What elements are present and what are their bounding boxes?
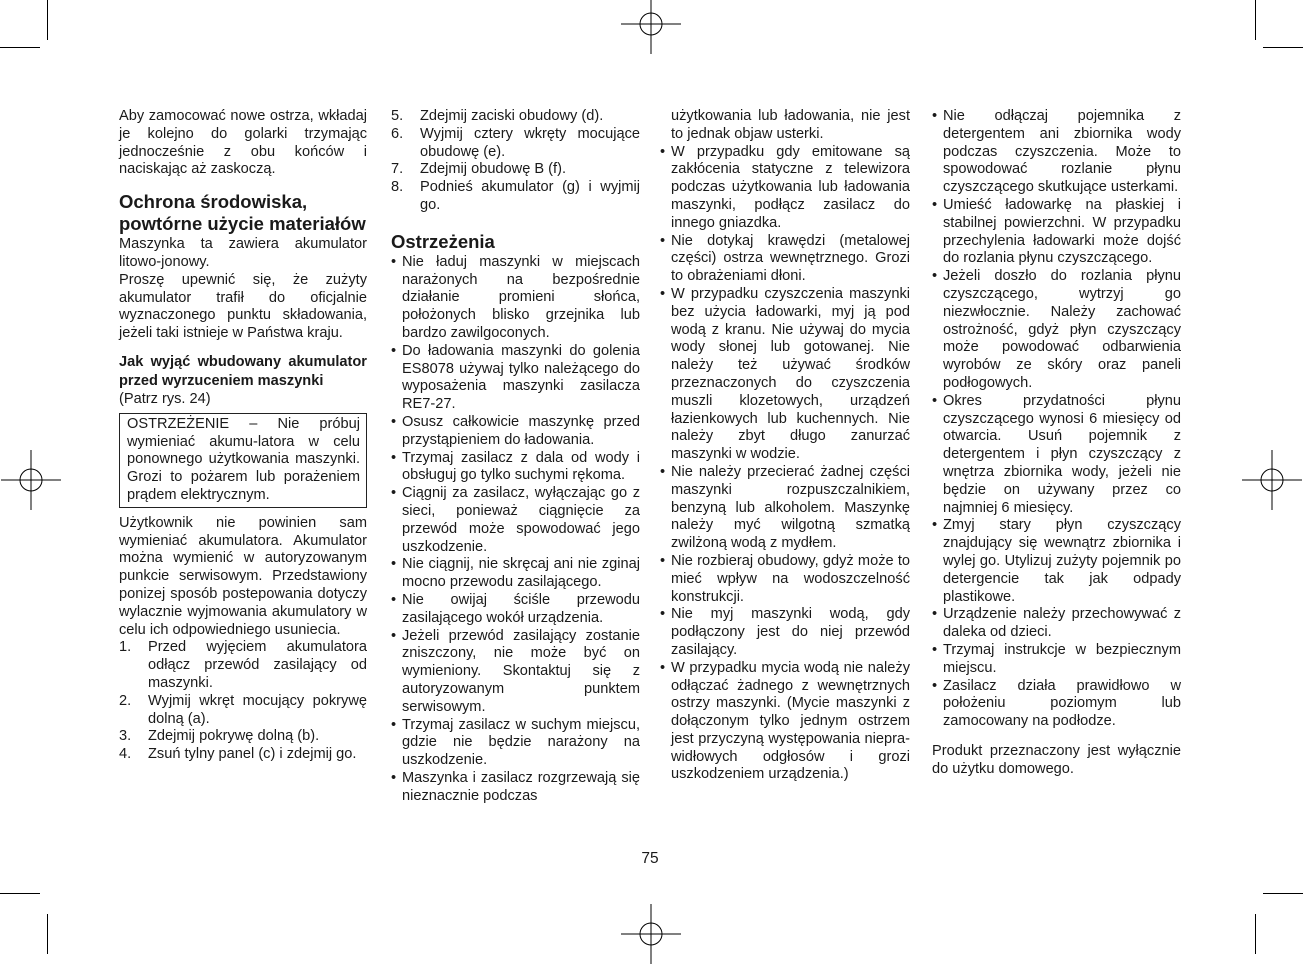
list-item: 8. Podnieś akumulator (g) i wyjmij go. [391, 179, 640, 213]
column-2 [391, 108, 640, 805]
crop-mark [1255, 0, 1256, 40]
list-item: 3. Zdejmij pokrywę dolną (b). [119, 728, 320, 745]
crop-mark [1255, 914, 1256, 954]
battery-removal-heading: Jak wyjąć wbudowany akumulator przed wyrzuceniem maszynki [119, 353, 367, 389]
column-3 [660, 108, 910, 784]
shaver-blade-intro: Aby zamocować nowe ostrza, wkładaj je kolejno do golarki trzymając jednocześnie z obu końców i naciskając aż zaskoczą. [119, 108, 367, 178]
continued-text: użytkowania lub ładowania, nie jest to jednak objaw usterki. [671, 108, 910, 142]
registration-mark-left [1, 450, 61, 510]
list-item: • W przypadku mycia wodą nie należy odłączać żadnego z wewnętrznych ostrzy maszynki. (Mycie maszynki z dołączonym tylko jednym ostrzem jest przyczyną występowania niepra-widłowych odgłosów i grozi uszkodzeniem urządzenia.) [660, 660, 910, 785]
warning-text: OSTRZEŻENIE – Nie próbuj wymieniać akumu-latora w celu ponownego użytkowania maszynki. Grozi to pożarem lub porażeniem prądem elektrycznym. [127, 415, 360, 503]
list-item: • W przypadku gdy emitowane są zakłócenia statyczne z telewizora podczas użytkowania lub ładowania maszynki, podłącz zasilacz do innego gniazdka. [660, 144, 910, 233]
removal-steps-list-continued [391, 108, 640, 215]
list-item: • Nie ładuj maszynki w miejscach narażonych na bezpośrednie działanie promieni słońca, położonych blisko grzejnika lub bardzo zawilgoconych. [391, 254, 640, 343]
list-item: 1. Przed wyjęciem akumulatora odłącz przewód zasilający od maszynki. [119, 639, 367, 691]
column-4 [932, 108, 1181, 778]
list-item: 5. Zdejmij zaciski obudowy (d). [391, 108, 604, 124]
list-item: • W przypadku czyszczenia maszynki bez użycia ładowarki, myj ją pod wodą z kranu. Nie używaj do mycia wody słonej lub gotowanej. Nie należy też używać środków przeznaczonych do czyszczenia muszli klozetowych, urządzeń łazienkowych lub kuchennych. Nie należy zbyt długo zanurzać maszynki w wodzie. [660, 286, 910, 464]
list-item: • Do ładowania maszynki do golenia ES8078 używaj tylko należącego do wyposażenia maszynki zasilacza RE7-27. [391, 343, 640, 414]
list-item: • Nie myj maszynki wodą, gdy podłączony jest do niej przewód zasilający. [660, 606, 910, 659]
list-item: • Maszynka i zasilacz rozgrzewają się nieznacznie podczas [391, 770, 640, 806]
registration-mark-top [621, 0, 681, 54]
crop-mark [0, 47, 40, 48]
list-item: 2. Wyjmij wkręt mocujący pokrywę dolną (a). [119, 692, 367, 727]
registration-mark-bottom [621, 904, 681, 964]
environment-paragraph-2: Proszę upewnić się, że zużyty akumulator trafił do oficjalnie wyznaczonego punktu składowania, jeżeli taki istnieje w Państwa kraju. [119, 271, 367, 342]
crop-mark [1263, 893, 1303, 894]
warnings-list-continued [660, 144, 910, 785]
registration-mark-right [1242, 450, 1302, 510]
warnings-list [391, 254, 640, 806]
list-item: • Jeżeli doszło do rozlania płynu czyszczącego, wytrzyj go niezwłocznie. Należy zachować ostrożność, gdyż płyn czyszczący może powodować odbarwienia wyrobów ze skóry oraz paneli podłogowych. [932, 268, 1181, 393]
user-note: Użytkownik nie powinien sam wymieniać akumulatora. Akumulator można wymienić w autoryzowanym punkcie serwisowym. Przedstawiony ponizej sposób postepowania dotyczy wylacznie wyjmowania akumulatory w celu ich odpowiedniego usuniecia. [119, 514, 367, 638]
list-item: • Zmyj stary płyn czyszczący znajdujący się wewnątrz zbiornika i wylej go. Utylizuj zużyty pojemnik po detergencie tak jak odpady plastikowe. [932, 517, 1181, 606]
list-item: • Ciągnij za zasilacz, wyłączając go z sieci, ponieważ ciągnięcie za przewód może spowodować jego uszkodzenie. [391, 485, 640, 556]
column-1 [119, 108, 367, 764]
list-item: • Nie dotykaj krawędzi (metalowej części) ostrza wewnętrznego. Grozi to obrażeniami dłoni. [660, 233, 910, 286]
environment-heading: Ochrona środowiska, powtórne użycie materiałów [119, 191, 366, 235]
list-item: • Zasilacz działa prawidłowo w położeniu poziomym lub zamocowany na podłodze. [932, 678, 1181, 731]
list-item: 6. Wyjmij cztery wkręty mocujące obudowę (e). [391, 125, 640, 160]
crop-mark [47, 0, 48, 40]
list-item: • Nie owijaj ściśle przewodu zasilającego wokół urządzenia. [391, 592, 640, 628]
list-item: • Urządzenie należy przechowywać z daleka od dzieci. [932, 606, 1181, 642]
list-item: 7. Zdejmij obudowę B (f). [391, 161, 566, 178]
crop-mark [0, 893, 40, 894]
list-item: • Trzymaj zasilacz z dala od wody i obsługuj go tylko suchymi rękoma. [391, 450, 640, 486]
list-item: • Osusz całkowicie maszynkę przed przystąpieniem do ładowania. [391, 414, 640, 450]
list-item: • Okres przydatności płynu czyszczącego wynosi 6 miesięcy od otwarcia. Usuń pojemnik z detergentem i płyn czyszczący z wnętrza zbiornika wody, jeżeli nie będzie on używany przez co najmniej 6 miesięcy. [932, 393, 1181, 518]
warnings-list-final [932, 108, 1181, 731]
list-item: • Trzymaj instrukcje w bezpiecznym miejscu. [932, 642, 1181, 678]
figure-reference: (Patrz rys. 24) [119, 390, 211, 407]
warnings-heading: Ostrzeżenia [391, 230, 495, 252]
list-item: 4. Zsuń tylny panel (c) i zdejmij go. [119, 746, 357, 763]
list-item: • Umieść ładowarkę na płaskiej i stabilnej powierzchni. W przypadku przechylenia ładowarki może dojść do rozlania płynu czyszczącego. [932, 197, 1181, 268]
list-item: • Trzymaj zasilacz w suchym miejscu, gdzie nie będzie narażony na uszkodzenie. [391, 717, 640, 770]
removal-steps-list [119, 639, 367, 764]
crop-mark [1263, 47, 1303, 48]
environment-paragraph-1: Maszynka ta zawiera akumulator litowo-jonowy. [119, 236, 367, 270]
list-item: • Nie ciągnij, nie skręcaj ani nie zginaj mocno przewodu zasilającego. [391, 556, 640, 592]
list-item: • Nie należy przecierać żadnej części maszynki rozpuszczalnikiem, benzyną lub alkoholem. Maszynkę należy myć wilgotną szmatką zwilżoną wodą z mydłem. [660, 464, 910, 553]
crop-mark [47, 914, 48, 954]
warning-box [119, 413, 367, 508]
list-item: • Nie odłączaj pojemnika z detergentem ani zbiornika wody podczas czyszczenia. Może to spowodować rozlanie płynu czyszczącego skutkujące usterkami. [932, 108, 1181, 197]
page-number: 75 [641, 850, 659, 867]
list-item: • Nie rozbieraj obudowy, gdyż może to mieć wpływ na wodoszczelność konstrukcji. [660, 553, 910, 606]
list-item: • Jeżeli przewód zasilający zostanie zniszczony, nie może być on wymieniony. Skontaktuj się z autoryzowanym punktem serwisowym. [391, 628, 640, 717]
household-use-note: Produkt przeznaczony jest wyłącznie do użytku domowego. [932, 742, 1181, 777]
